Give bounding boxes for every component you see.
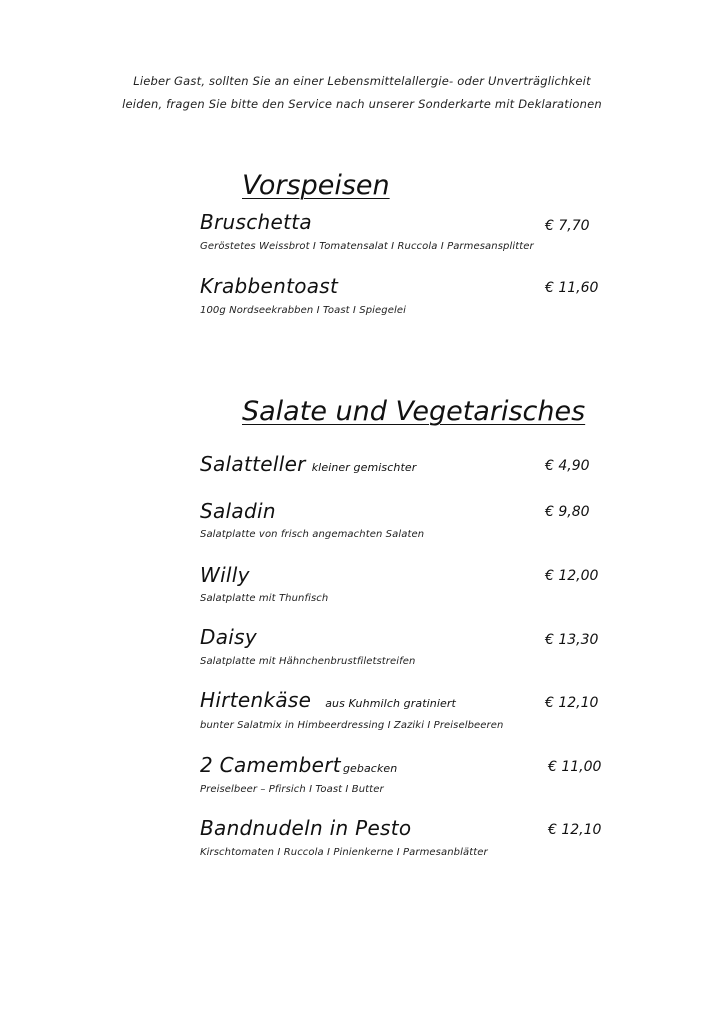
menu-item-name [200, 688, 456, 712]
menu-item-price: € 12,00 [545, 568, 599, 584]
menu-item-description: Kirschtomaten I Ruccola I Pinienkerne I Parmesanblätter [200, 847, 488, 858]
menu-item-name [200, 452, 416, 476]
menu-item-inline-note: gebacken [342, 762, 398, 775]
menu-item-price: € 12,10 [548, 822, 602, 838]
menu-item-price: € 11,00 [548, 759, 602, 775]
menu-item-price: € 9,80 [545, 504, 590, 520]
menu-item-inline-note: aus Kuhmilch gratiniert [325, 697, 456, 710]
menu-item-name-text: Salatteller [200, 452, 306, 476]
menu-item-name: Daisy [200, 625, 257, 649]
menu-item-name: Bandnudeln in Pesto [200, 816, 412, 840]
menu-item-name: Willy [200, 563, 250, 587]
menu-item-description: bunter Salatmix in Himbeerdressing I Zaziki I Preiselbeeren [200, 720, 504, 731]
menu-item-description: Salatplatte mit Thunfisch [200, 593, 329, 604]
menu-item-price: € 13,30 [545, 632, 599, 648]
allergy-notice-line-2: leiden, fragen Sie bitte den Service nach unserer Sonderkarte mit Deklarationen [122, 97, 602, 111]
menu-item-name [200, 753, 397, 777]
allergy-notice-line-1: Lieber Gast, sollten Sie an einer Lebensmittelallergie- oder Unverträglichkeit [133, 74, 591, 88]
menu-item-description: Salatplatte mit Hähnchenbrustfiletstreifen [200, 656, 416, 667]
menu-item-price: € 11,60 [545, 280, 599, 296]
menu-item-name: Krabbentoast [200, 274, 339, 298]
menu-item-description: Preiselbeer – Pfirsich I Toast I Butter [200, 784, 384, 795]
menu-item-name: Saladin [200, 499, 276, 523]
section-title-vorspeisen: Vorspeisen [242, 170, 390, 201]
menu-item-description: Salatplatte von frisch angemachten Salaten [200, 529, 425, 540]
section-title-salate: Salate und Vegetarisches [242, 396, 586, 427]
menu-item-name-text: Hirtenkäse [200, 688, 312, 712]
menu-item-inline-note: kleiner gemischter [311, 461, 417, 474]
menu-item-description: 100g Nordseekrabben I Toast I Spiegelei [200, 305, 406, 316]
menu-item-price: € 4,90 [545, 458, 590, 474]
menu-item-price: € 7,70 [545, 218, 590, 234]
menu-item-name: Bruschetta [200, 210, 312, 234]
menu-item-price: € 12,10 [545, 695, 599, 711]
menu-item-description: Geröstetes Weissbrot I Tomatensalat I Ruccola I Parmesansplitter [200, 241, 534, 252]
menu-item-name-text: 2 Camembert [200, 753, 341, 777]
